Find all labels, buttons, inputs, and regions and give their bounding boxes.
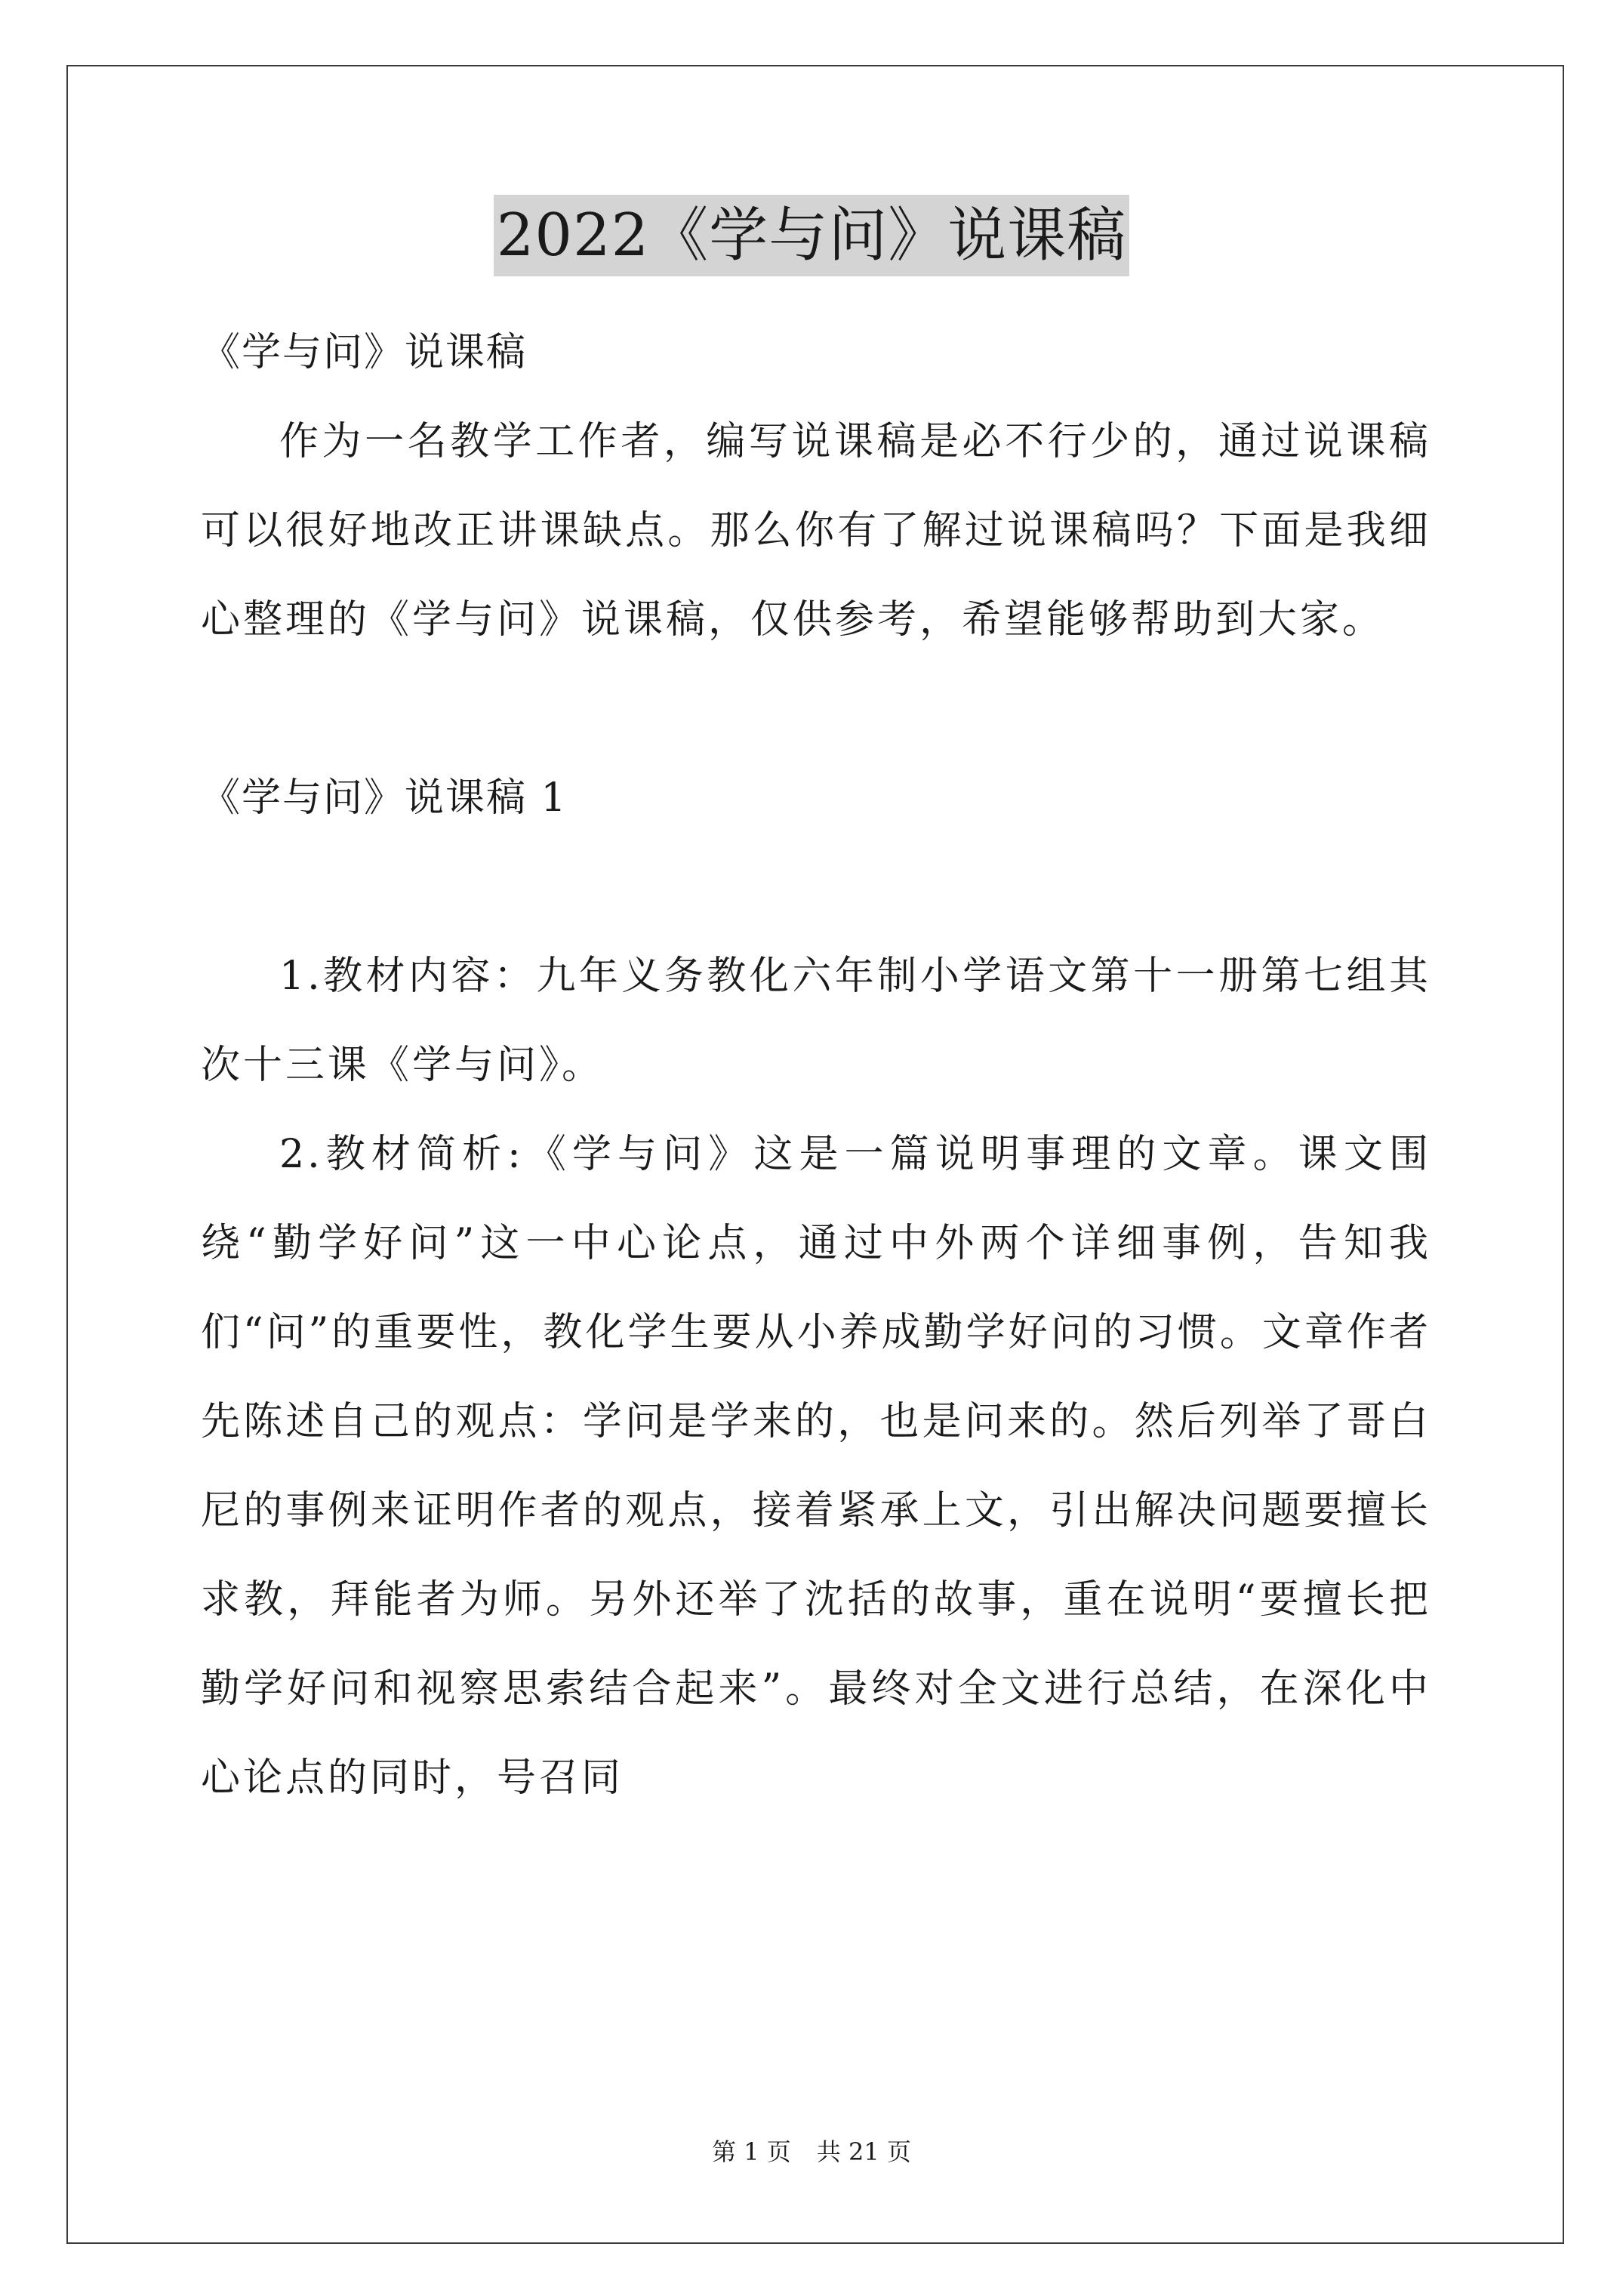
- section-heading: 《学与问》说课稿 1: [201, 775, 568, 821]
- title-container: [0, 195, 1623, 276]
- paragraph-material-content: 1.教材内容：九年义务教化六年制小学语文第十一册第七组其次十三课《学与问》。: [201, 954, 1431, 1088]
- page-total: 共 21 页: [816, 2137, 911, 2166]
- document-title: 2022《学与问》说课稿: [494, 195, 1130, 276]
- document-subtitle: 《学与问》说课稿: [201, 330, 528, 375]
- intro-paragraph: 作为一名教学工作者，编写说课稿是必不行少的，通过说课稿可以很好地改正讲课缺点。那么你有了解过说课稿吗？下面是我细心整理的《学与问》说课稿，仅供参考，希望能够帮助到大家。: [201, 419, 1431, 643]
- spacer: [201, 664, 1431, 754]
- document-body: [201, 308, 1431, 1823]
- spacer: [201, 843, 1431, 932]
- paragraph-material-analysis: 2.教材简析:《学与问》这是一篇说明事理的文章。课文围绕“勤学好问”这一中心论点，通过中外两个详细事例，告知我们“问”的重要性，教化学生要从小养成勤学好问的习惯。文章作者先陈述自己的观点：学问是学来的，也是问来的。然后列举了哥白尼的事例来证明作者的观点，接着紧承上文，引出解决问题要擅长求教，拜能者为师。另外还举了沈括的故事，重在说明“要擅长把勤学好问和视察思索结合起来”。最终对全文进行总结，在深化中心论点的同时，号召同: [201, 1132, 1431, 1801]
- page-number: 第 1 页: [712, 2137, 791, 2166]
- page-footer: [0, 2137, 1623, 2167]
